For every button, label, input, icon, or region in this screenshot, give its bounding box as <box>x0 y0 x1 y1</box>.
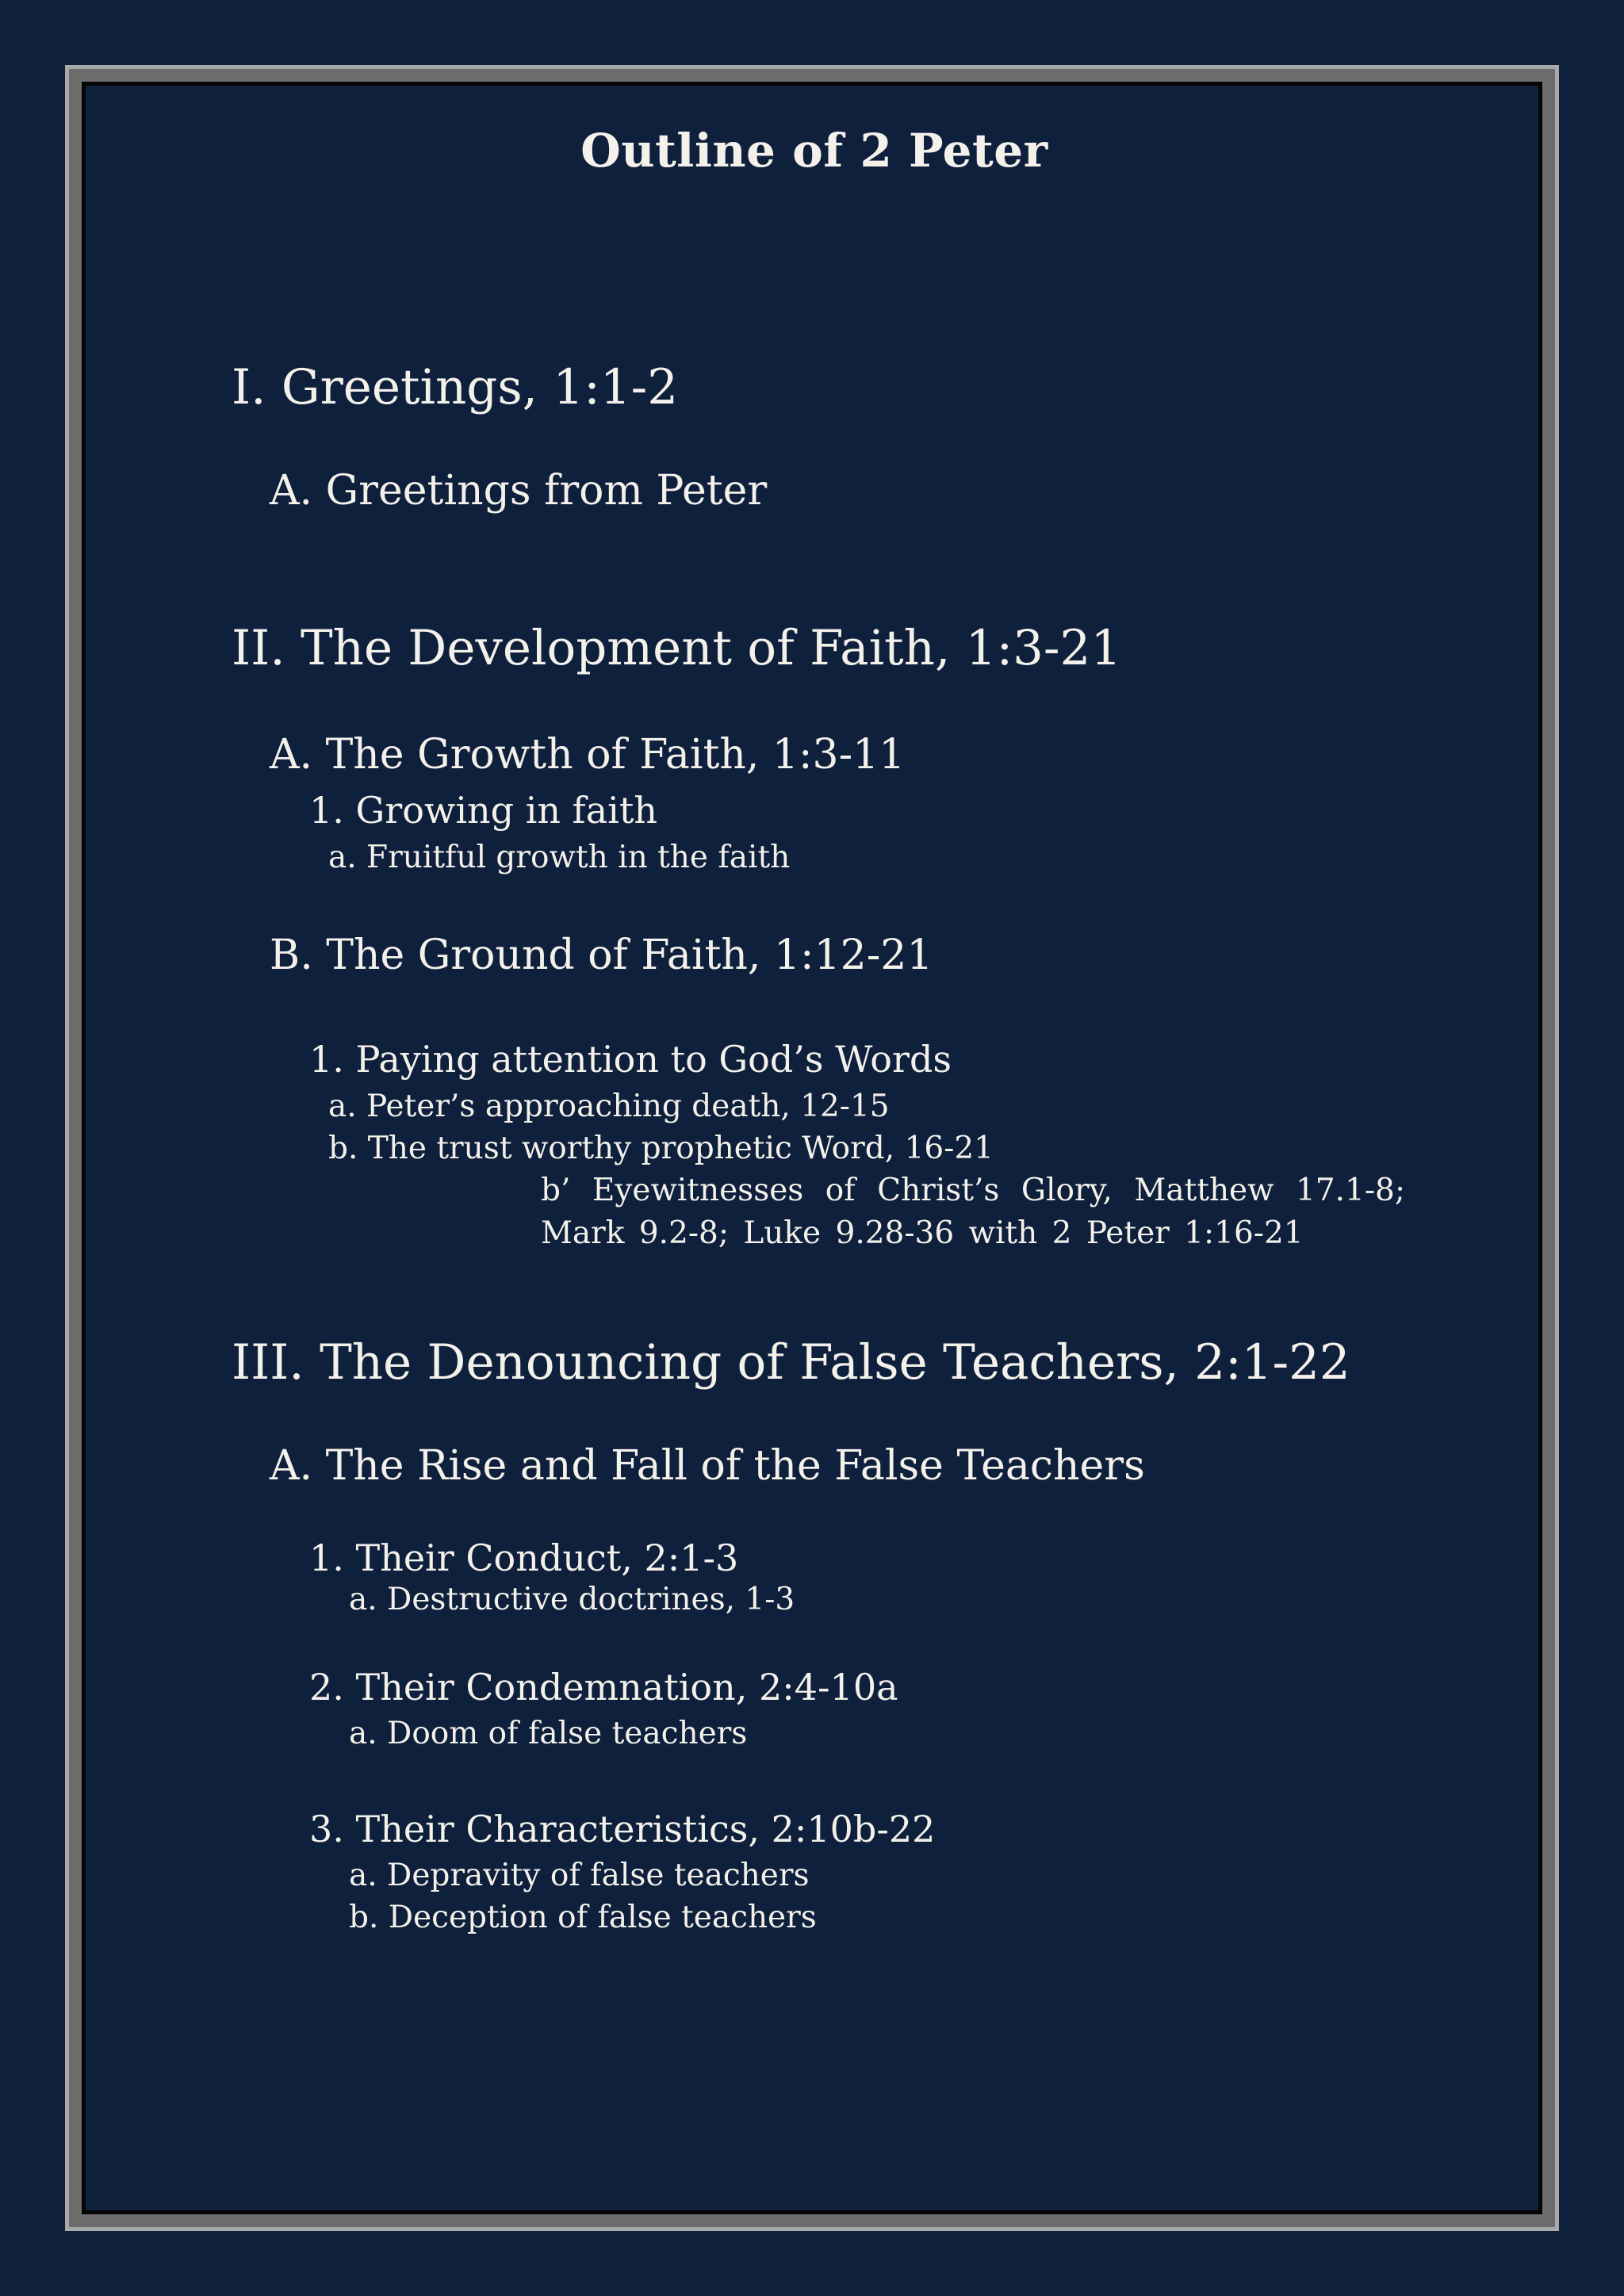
outline-point: a. Peter’s approaching death, 12-15 <box>328 1089 890 1124</box>
page-title: Outline of 2 Peter <box>580 124 1048 178</box>
outline-item: 3. Their Characteristics, 2:10b-22 <box>309 1808 936 1850</box>
outline-item: 1. Paying attention to God’s Words <box>309 1038 952 1081</box>
outline-point: a. Doom of false teachers <box>349 1716 748 1751</box>
outline-point: a. Fruitful growth in the faith <box>328 840 791 875</box>
outline-point: b. Deception of false teachers <box>349 1900 817 1935</box>
outline-item: 1. Their Conduct, 2:1-3 <box>309 1536 739 1579</box>
outline-point: a. Destructive doctrines, 1-3 <box>349 1582 795 1617</box>
section-heading: III. The Denouncing of False Teachers, 2:1-22 <box>232 1334 1350 1391</box>
section-heading: I. Greetings, 1:1-2 <box>232 359 678 415</box>
subsection-heading: B. The Ground of Faith, 1:12-21 <box>270 932 933 979</box>
outline-note: b’ Eyewitnesses of Christ’s Glory, Matthew 17.1-8; Mark 9.2-8; Luke 9.28-36 with 2 Peter 1:16-21 <box>541 1173 1405 1251</box>
subsection-heading: A. The Rise and Fall of the False Teachers <box>270 1442 1145 1490</box>
subsection-heading: A. Greetings from Peter <box>270 467 768 515</box>
outline-item: 1. Growing in faith <box>309 789 657 832</box>
outline-item: 2. Their Condemnation, 2:4-10a <box>309 1666 898 1709</box>
outline-point: b. The trust worthy prophetic Word, 16-21 <box>328 1131 994 1166</box>
section-heading: II. The Development of Faith, 1:3-21 <box>232 620 1122 676</box>
outline-point: a. Depravity of false teachers <box>349 1858 810 1893</box>
subsection-heading: A. The Growth of Faith, 1:3-11 <box>270 731 906 779</box>
